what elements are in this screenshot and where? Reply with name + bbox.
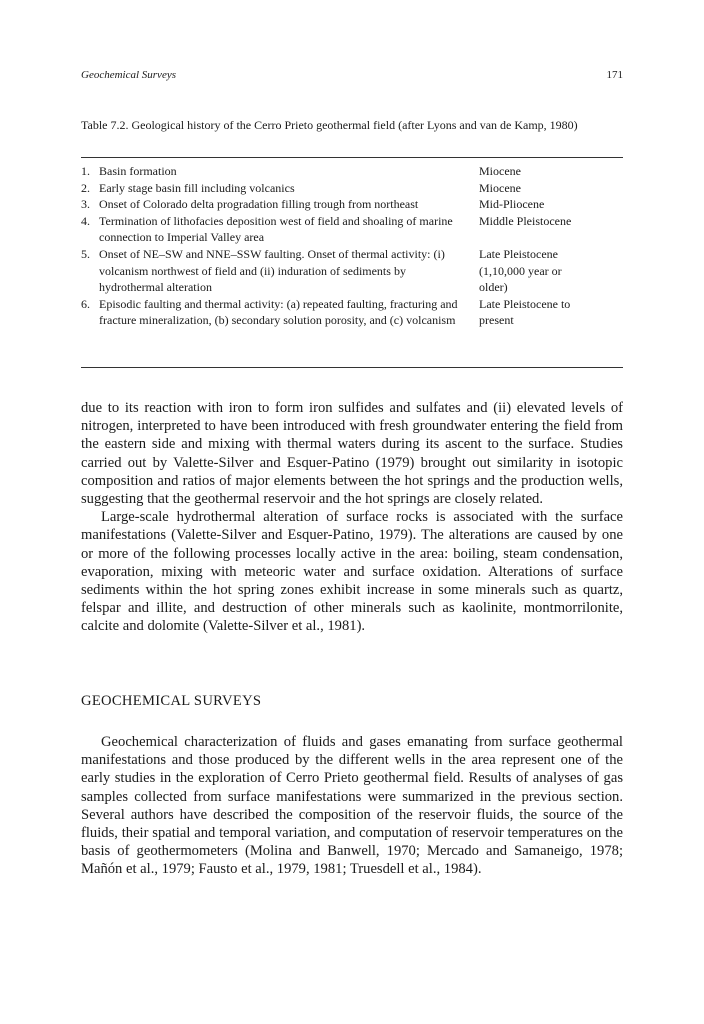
row-event: Early stage basin fill including volcanics	[99, 180, 295, 195]
geology-table	[81, 163, 623, 329]
row-age: Middle Pleistocene	[479, 213, 572, 228]
row-age: Miocene	[479, 164, 521, 178]
page-number: 171	[606, 69, 623, 81]
table-bottom-rule	[81, 367, 623, 368]
running-head	[81, 66, 623, 84]
table-row	[81, 163, 623, 180]
row-event: Onset of NE–SW and NNE–SSW faulting. Onset of thermal activity: (i) volcanism northwest of field and (ii) induration of sediments by hydrothermal alteration	[99, 246, 445, 295]
row-event: Episodic faulting and thermal activity: (a) repeated faulting, fracturing and fracture mineralization, (b) secondary solution porosity, and (c) volcanism	[99, 296, 458, 328]
section-heading: GEOCHEMICAL SURVEYS	[81, 693, 262, 709]
row-age: Late Pleistocene (1,10,000 year or older)	[479, 246, 562, 295]
table-caption: Table 7.2. Geological history of the Cerro Prieto geothermal field (after Lyons and van de Kamp, 1980)	[81, 118, 578, 132]
row-number: 4.	[81, 213, 90, 228]
table-row	[81, 246, 623, 296]
table-row	[81, 296, 623, 329]
paragraph: Geochemical characterization of fluids and gases emanating from surface geothermal manifestations and those produced by the different wells in the area represent one of the early studies in the exploration of Cerro Prieto geothermal field. Results of analyses of gas samples collected from surface manifestations were summarized in the previous section. Several authors have described the composition of the reservoir fluids, the source of the fluids, their spatial and temporal variation, and computation of reservoir temperatures on the basis of geothermometers (Molina and Banwell, 1970; Mercado and Samaneigo, 1978; Mañón et al., 1979; Fausto et al., 1979, 1981; Truesdell et al., 1984).	[81, 734, 623, 878]
row-event: Termination of lithofacies deposition west of field and shoaling of marine connection to Imperial Valley area	[99, 213, 453, 245]
row-number: 2.	[81, 180, 90, 195]
table-top-rule	[81, 157, 623, 158]
paragraph: due to its reaction with iron to form iron sulfides and sulfates and (ii) elevated levels of nitrogen, interpreted to have been introduced with fresh groundwater entering the field from the eastern side and mixing with thermal waters during its ascent to the surface. Studies carried out by Valette-Silver and Esquer-Patino (1979) brought out similarity in isotopic composition and ratios of major elements between the hot springs and the production wells, suggesting that the geothermal reservoir and the hot springs are closely related.	[81, 400, 623, 508]
row-age: Miocene	[479, 180, 521, 195]
running-title: Geochemical Surveys	[81, 69, 176, 81]
table-row	[81, 196, 623, 213]
row-age: Late Pleistocene to present	[479, 296, 571, 328]
table-row	[81, 180, 623, 197]
table-row	[81, 213, 623, 246]
body-text	[81, 399, 623, 636]
row-number: 5.	[81, 246, 90, 261]
row-event: Onset of Colorado delta progradation filling trough from northeast	[99, 197, 419, 212]
section-body	[81, 733, 623, 879]
row-event: Basin formation	[99, 164, 177, 178]
paragraph: Large-scale hydrothermal alteration of surface rocks is associated with the surface manifestations (Valette-Silver and Esquer-Patino, 1979). The alterations are caused by one or more of the following processes locally active in the area: boiling, steam condensation, evaporation, mixing with meteoric water and surface oxidation. Alterations of surface sediments within the hot spring zones exhibit increase in some minerals such as quartz, felspar and illite, and destruction of other minerals such as kaolinite, montmorrilonite, calcite and dolomite (Valette-Silver et al., 1981).	[81, 509, 623, 635]
row-number: 1.	[81, 164, 90, 178]
row-age: Mid-Pliocene	[479, 197, 545, 212]
row-number: 6.	[81, 296, 90, 311]
row-number: 3.	[81, 197, 90, 212]
